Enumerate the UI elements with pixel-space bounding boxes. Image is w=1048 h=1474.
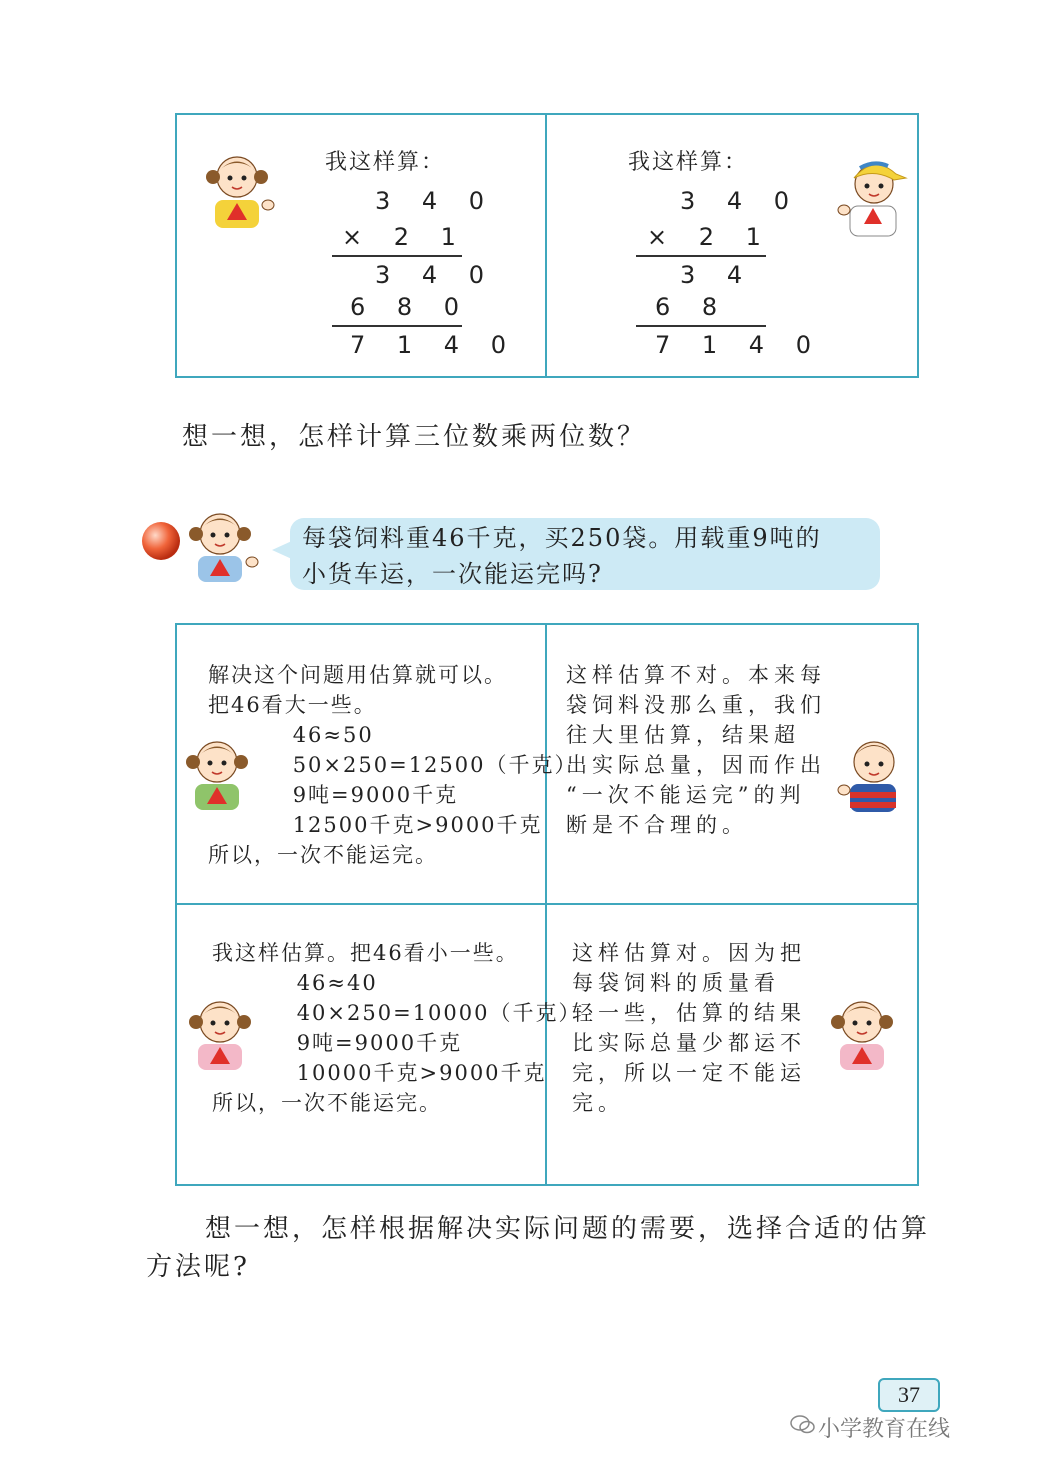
cell-line: 这样估算不对。本来每 — [566, 663, 826, 687]
right-multiplier: × 2 1 — [647, 223, 773, 251]
right-rule-2 — [636, 325, 766, 327]
cell-line: 46≈40 — [262, 971, 378, 995]
left-partial-2: 6 8 0 — [350, 293, 472, 321]
cell-line: 出实际总量，因而作出 — [566, 753, 826, 777]
left-partial-1: 3 4 0 — [375, 261, 497, 289]
cell-critique-low — [572, 938, 806, 1118]
left-method-label: 我这样算： — [325, 150, 446, 175]
page-number: 37 — [878, 1378, 940, 1412]
right-method-label: 我这样算： — [628, 150, 749, 175]
cell-line: 把46看大一些。 — [208, 693, 377, 717]
right-product: 7 1 4 0 — [655, 331, 823, 359]
cell-line: 46≈50 — [258, 723, 374, 747]
right-partial-1: 3 4 — [680, 261, 755, 289]
wechat-icon — [790, 1414, 816, 1436]
cell-line: 10000千克>9000千克 — [262, 1061, 547, 1085]
problem-line-2: 小货车运，一次能运完吗? — [302, 560, 603, 588]
speech-bubble-tail — [272, 538, 294, 562]
problem-text — [302, 520, 822, 592]
question-2-line-1: 想一想，怎样根据解决实际问题的需要，选择合适的估算 — [205, 1214, 931, 1244]
calc-box-divider — [545, 113, 547, 378]
cell-line: 完。 — [572, 1091, 624, 1115]
question-2-line-2: 方法呢? — [146, 1252, 250, 1282]
cell-line: 往大里估算，结果超 — [566, 723, 800, 747]
cell-line: 袋饲料没那么重，我们 — [566, 693, 826, 717]
problem-line-1: 每袋饲料重46千克，买250袋。用载重9吨的 — [302, 524, 822, 552]
cell-line: 所以，一次不能运完。 — [208, 843, 438, 867]
girl-figure-icon — [205, 145, 280, 230]
cell-line: 40×250=10000（千克） — [262, 1001, 582, 1025]
right-multiplicand: 3 4 0 — [680, 187, 802, 215]
question-1: 想一想，怎样计算三位数乘两位数？ — [182, 422, 647, 452]
girl-figure-icon — [186, 502, 261, 584]
cell-line: 50×250=12500（千克） — [258, 753, 578, 777]
boy-figure-icon — [836, 730, 908, 815]
cell-line: 9吨=9000千克 — [262, 1031, 463, 1055]
left-multiplicand: 3 4 0 — [375, 187, 497, 215]
watermark: 小学教育在线 — [818, 1417, 951, 1442]
cell-estimate-high — [208, 660, 578, 870]
boy-figure-icon — [836, 150, 911, 240]
cell-line: 所以，一次不能运完。 — [212, 1091, 442, 1115]
cell-line: 解决这个问题用估算就可以。 — [208, 663, 507, 687]
left-multiplier: × 2 1 — [342, 223, 468, 251]
cell-line: 断是不合理的。 — [566, 813, 748, 837]
cell-line: “一次不能运完”的判 — [566, 783, 806, 807]
cell-line: 12500千克>9000千克 — [258, 813, 543, 837]
cell-line: 9吨=9000千克 — [258, 783, 459, 807]
cell-line: 每袋饲料的质量看 — [572, 971, 780, 995]
girl-figure-icon — [188, 990, 258, 1072]
cell-line: 这样估算对。因为把 — [572, 941, 806, 965]
cell-line: 轻一些，估算的结果 — [572, 1001, 806, 1025]
cell-line: 比实际总量少都运不 — [572, 1031, 806, 1055]
cell-line: 完，所以一定不能运 — [572, 1061, 806, 1085]
cell-critique-high — [566, 660, 826, 840]
right-rule-1 — [636, 255, 766, 257]
red-ball-icon — [140, 520, 182, 562]
grid-horizontal-divider — [175, 903, 919, 905]
cell-line: 我这样估算。把46看小一些。 — [212, 941, 519, 965]
girl-figure-icon — [185, 730, 255, 812]
cell-estimate-low — [212, 938, 582, 1118]
left-rule-1 — [332, 255, 462, 257]
left-rule-2 — [332, 325, 462, 327]
left-product: 7 1 4 0 — [350, 331, 518, 359]
girl-figure-icon — [828, 990, 898, 1072]
right-partial-2: 6 8 — [655, 293, 730, 321]
